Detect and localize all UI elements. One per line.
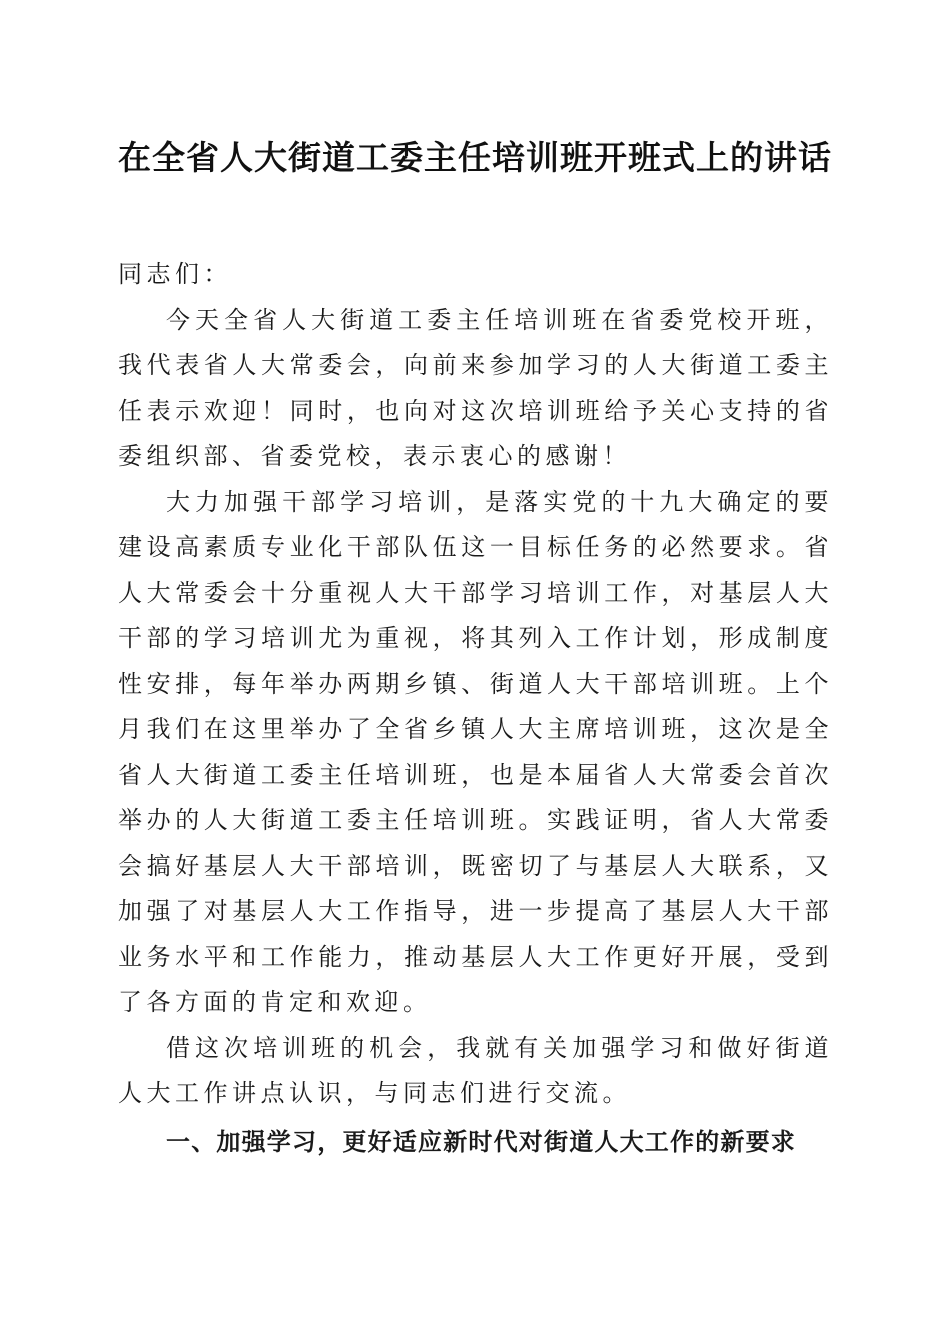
- section-heading: 一、加强学习，更好适应新时代对街道人大工作的新要求: [166, 1126, 796, 1156]
- document-body: [118, 252, 833, 1164]
- salutation: 同志们：: [118, 260, 232, 288]
- paragraph-exchange: 借这次培训班的机会，我就有关加强学习和做好街道人大工作讲点认识，与同志们进行交流。: [118, 1033, 833, 1107]
- paragraph-welcome: 今天全省人大街道工委主任培训班在省委党校开班，我代表省人大常委会，向前来参加学习的人大街道工委主任表示欢迎！同时，也向对这次培训班给予关心支持的省委组织部、省委党校，表示衷心的感谢！: [118, 305, 833, 470]
- page-title: 在全省人大街道工委主任培训班开班式上的讲话: [118, 138, 832, 177]
- paragraph-training-importance: 大力加强干部学习培训，是落实党的十九大确定的要建设高素质专业化干部队伍这一目标任务的必然要求。省人大常委会十分重视人大干部学习培训工作，对基层人大干部的学习培训尤为重视，将其列入工作计划，形成制度性安排，每年举办两期乡镇、街道人大干部培训班。上个月我们在这里举办了全省乡镇人大主席培训班，这次是全省人大街道工委主任培训班，也是本届省人大常委会首次举办的人大街道工委主任培训班。实践证明，省人大常委会搞好基层人大干部培训，既密切了与基层人大联系，又加强了对基层人大工作指导，进一步提高了基层人大干部业务水平和工作能力，推动基层人大工作更好开展，受到了各方面的肯定和欢迎。: [118, 487, 833, 1016]
